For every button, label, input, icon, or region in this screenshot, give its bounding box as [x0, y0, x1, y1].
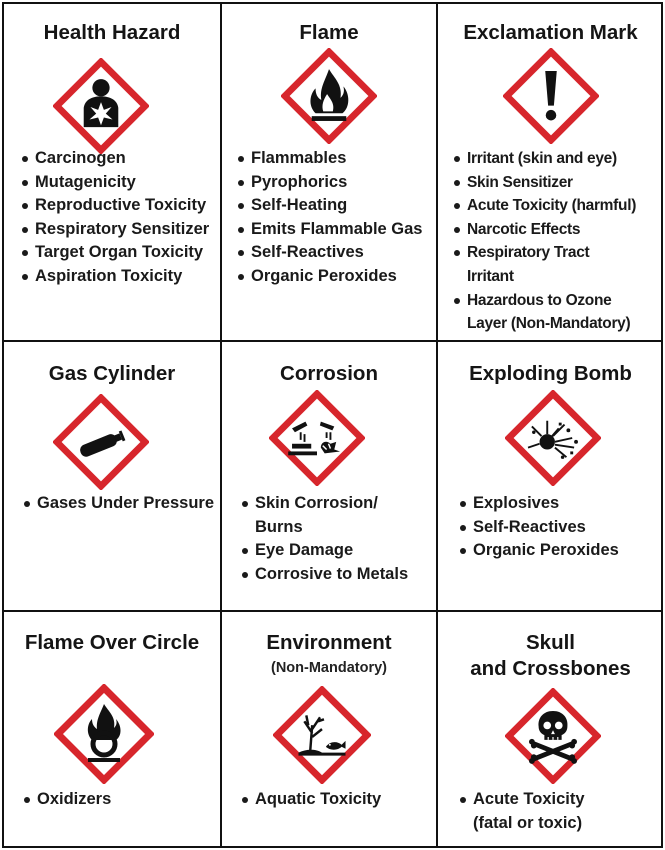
list-item: Corrosive to Metals [242, 563, 422, 587]
list-item: Reproductive Toxicity [22, 194, 209, 218]
cell-exploding-bomb [438, 342, 663, 610]
skull-and-crossbones-icon [505, 688, 601, 784]
gas-cylinder-icon [53, 394, 149, 490]
list-item: Self-Heating [238, 194, 423, 218]
ghs-pictogram-grid [2, 2, 663, 848]
hazard-list [242, 788, 381, 812]
exclamation-mark-icon [503, 48, 599, 144]
list-item: Self-Reactives [238, 241, 423, 265]
list-item: Eye Damage [242, 539, 422, 563]
cell-flame [222, 4, 436, 340]
flame-over-circle-icon [54, 684, 154, 784]
list-item: Respiratory Tract Irritant [454, 241, 627, 288]
cell-title: Health Hazard [43, 21, 181, 44]
list-item: Skin Corrosion/ Burns [242, 492, 400, 539]
list-item: Aspiration Toxicity [22, 265, 209, 289]
flame-icon [281, 48, 377, 144]
cell-health-hazard [4, 4, 220, 340]
list-item: Respiratory Sensitizer [22, 218, 209, 242]
cell-corrosion [222, 342, 436, 610]
cell-title: Flame [299, 21, 359, 44]
cell-gas-cylinder [4, 342, 220, 610]
hazard-list [460, 492, 619, 563]
list-item: Irritant (skin and eye) [454, 147, 659, 171]
health-hazard-icon [53, 58, 149, 154]
cell-title: Corrosion [280, 362, 378, 385]
list-item: Hazardous to Ozone Layer (Non-Mandatory) [454, 289, 642, 336]
list-item: Aquatic Toxicity [242, 788, 381, 812]
cell-flame-over-circle [4, 612, 220, 848]
exploding-bomb-icon [505, 390, 601, 486]
list-item: Self-Reactives [460, 516, 619, 540]
list-item: Gases Under Pressure [24, 492, 214, 516]
list-item: Emits Flammable Gas [238, 218, 423, 242]
list-item: Acute Toxicity (fatal or toxic) [460, 788, 613, 835]
list-item: Flammables [238, 147, 423, 171]
list-item: Pyrophorics [238, 171, 423, 195]
list-item: Oxidizers [24, 788, 111, 812]
cell-environment [222, 612, 436, 848]
list-item: Organic Peroxides [238, 265, 423, 289]
cell-title: Flame Over Circle [24, 631, 200, 654]
list-item: Mutagenicity [22, 171, 209, 195]
list-item: Explosives [460, 492, 619, 516]
list-item: Narcotic Effects [454, 218, 659, 242]
hazard-list [454, 147, 659, 336]
cell-skull-and-crossbones [438, 612, 663, 848]
hazard-list [238, 147, 423, 289]
cell-title: Gas Cylinder [48, 362, 176, 385]
list-item: Skin Sensitizer [454, 171, 659, 195]
corrosion-icon [269, 390, 365, 486]
cell-title: Exploding Bomb [469, 362, 632, 385]
list-item: Organic Peroxides [460, 539, 619, 563]
list-item: Acute Toxicity (harmful) [454, 194, 659, 218]
list-item: Target Organ Toxicity [22, 241, 209, 265]
environment-icon [273, 686, 371, 784]
cell-title: Skull [526, 631, 575, 654]
hazard-list [24, 788, 111, 812]
cell-title: Environment [266, 631, 392, 654]
list-item: Carcinogen [22, 147, 209, 171]
hazard-list [460, 788, 640, 835]
cell-subtitle: (Non-Mandatory) [271, 660, 387, 676]
hazard-list [24, 492, 214, 516]
hazard-list [242, 492, 422, 586]
cell-exclamation-mark [438, 4, 663, 340]
hazard-list [22, 147, 209, 289]
cell-title: Exclamation Mark [463, 21, 638, 44]
cell-title: and Crossbones [470, 657, 631, 680]
